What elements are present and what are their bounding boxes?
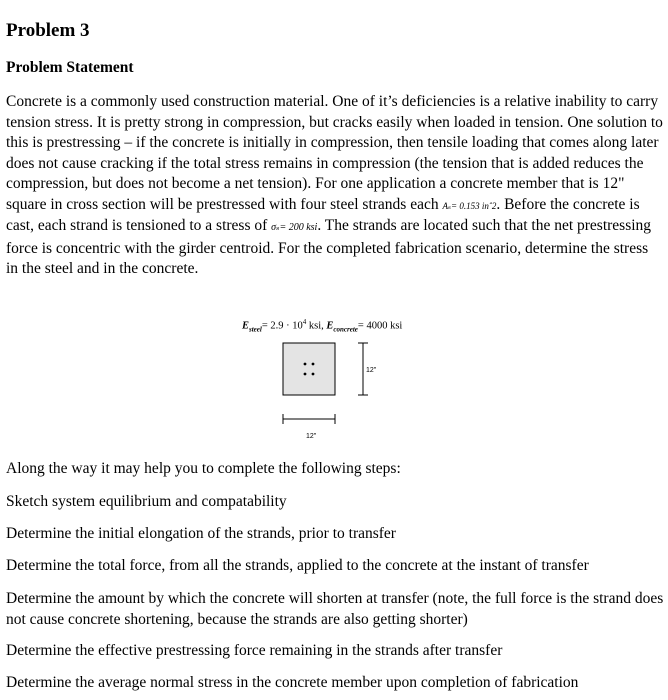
statement-text-part-3: . The strands are located such that the net prestressing force is concentric with the girder centroid. For the completed fabrication scenario, determine the stress in the steel and in the concrete.	[6, 217, 652, 277]
concrete-section	[283, 343, 335, 395]
problem-statement-heading: Problem Statement	[6, 59, 134, 76]
step-item: Determine the total force, from all the strands, applied to the concrete at the instant of transfer	[6, 557, 589, 574]
steps-intro: Along the way it may help you to complete the following steps:	[6, 460, 401, 477]
step-item: Sketch system equilibrium and compatability	[6, 493, 287, 510]
modulus-formula: $E_{steel}= 2.9 \cdot 10^4$ ksi, $E_{concrete}= 4000$ ksi	[242, 318, 403, 334]
problem-title: Problem 3	[6, 20, 90, 41]
step-item: Determine the amount by which the concrete will shorten at transfer (note, the full force is the strand does not cause concrete shortening, because the strands are also getting shorter)	[6, 590, 664, 628]
strand-dot	[312, 363, 315, 366]
bottom-dimension-label: 12"	[306, 433, 317, 440]
side-dimension-label: 12"	[366, 367, 377, 374]
strand-dot	[304, 373, 307, 376]
strand-dot	[304, 363, 307, 366]
cross-section-diagram	[270, 336, 390, 444]
problem-statement-paragraph	[6, 92, 664, 280]
statement-text-part-1: Concrete is a commonly used construction material. One of it’s deficiencies is a relative inability to carry tension stress. It is pretty strong in compression, but cracks easily when loaded in tension. One solution to this is prestressing – if the concrete is initially in compression, then tensile loading that comes along later does not cause cracking if the total stress remains in compression (the tension that is added reduces the compression, but does not become a net tension). For one application a concrete member that is 12" square in cross section will be prestressed with four steel strands each	[6, 93, 663, 213]
step-item: Determine the average normal stress in the concrete member upon completion of fabrication	[6, 674, 579, 691]
step-item: Determine the effective prestressing force remaining in the strands after transfer	[6, 642, 503, 659]
strand-area-value: Aₛ= 0.153 inˆ2	[442, 200, 497, 211]
statement-text-part-2: . Before the concrete is cast, each strand is tensioned to a stress of	[6, 195, 640, 234]
step-item: Determine the initial elongation of the strands, prior to transfer	[6, 525, 396, 542]
strand-stress-value: σₛ= 200 ksi	[271, 222, 318, 233]
strand-dot	[312, 373, 315, 376]
